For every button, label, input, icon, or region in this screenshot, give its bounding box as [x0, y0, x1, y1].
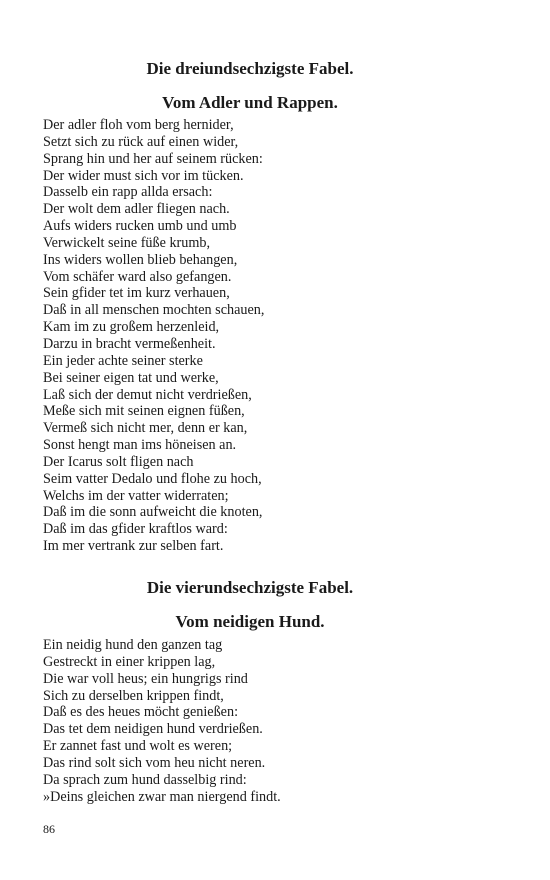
- verse-line: Er zannet fast und wolt es weren;: [43, 738, 233, 755]
- verse-line: Ein neidig hund den ganzen tag: [43, 637, 223, 653]
- verse-line: Der wolt dem adler fliegen nach.: [43, 201, 230, 218]
- verse-line: Setzt sich zu rück auf einen wider,: [43, 133, 239, 150]
- verse-line: »Deins gleichen zwar man niergend findt.: [43, 788, 281, 805]
- verse-line: Das tet dem neidigen hund verdrießen.: [43, 721, 263, 738]
- fable-verses: [43, 637, 281, 805]
- verse-line: Daß im das gfider kraftlos ward:: [43, 521, 228, 538]
- fable-subtitle: Vom Adler und Rappen.: [162, 93, 338, 112]
- verse-line: Da sprach zum hund dasselbig rind:: [43, 771, 247, 788]
- fable-title: Die vierundsechzigste Fabel.: [146, 578, 354, 597]
- verse-line: Ins widers wollen blieb behangen,: [43, 251, 238, 268]
- verse-line: Verwickelt seine füße krumb,: [43, 234, 211, 251]
- fable-title: Die dreiundsechzigste Fabel.: [146, 59, 354, 78]
- verse-line: Ein jeder achte seiner sterke: [43, 352, 203, 369]
- verse-line: Daß es des heues möcht genießen:: [43, 704, 239, 721]
- verse-line: Dasselb ein rapp allda ersach:: [43, 184, 213, 201]
- verse-line: Meße sich mit seinen eignen füßen,: [43, 403, 245, 420]
- verse-line: Darzu in bracht vermeßenheit.: [43, 335, 216, 352]
- verse-line: Im mer vertrank zur selben fart.: [43, 538, 224, 555]
- verse-line: Das rind solt sich vom heu nicht neren.: [43, 754, 266, 771]
- verse-line: Der Icarus solt fligen nach: [43, 453, 194, 470]
- verse-line: Laß sich der demut nicht verdrießen,: [43, 386, 252, 403]
- verse-line: Kam im zu großem herzenleid,: [43, 319, 220, 336]
- verse-line: Daß in all menschen mochten schauen,: [43, 302, 265, 319]
- verse-line: Gestreckt in einer krippen lag,: [43, 653, 216, 670]
- verse-line: Sonst hengt man ims höneisen an.: [43, 437, 237, 454]
- verse-line: Sprang hin und her auf seinem rücken:: [43, 150, 263, 167]
- verse-line: Der wider must sich vor im tücken.: [43, 167, 244, 184]
- page-number: 86: [43, 822, 55, 836]
- verse-line: Die war voll heus; ein hungrigs rind: [43, 670, 248, 687]
- verse-line: Sein gfider tet im kurz verhauen,: [43, 285, 230, 302]
- verse-line: Der adler floh vom berg hernider,: [43, 117, 234, 133]
- fable-subtitle: Vom neidigen Hund.: [175, 612, 325, 631]
- verse-line: Aufs widers rucken umb und umb: [43, 218, 237, 235]
- fable-verses: [43, 117, 264, 555]
- verse-line: Sich zu derselben krippen findt,: [43, 687, 224, 704]
- verse-line: Daß im die sonn aufweicht die knoten,: [43, 504, 263, 521]
- verse-line: Welchs im der vatter widerraten;: [43, 487, 229, 504]
- verse-line: Seim vatter Dedalo und flohe zu hoch,: [43, 470, 262, 487]
- verse-line: Vom schäfer ward also gefangen.: [43, 268, 232, 285]
- verse-line: Vermeß sich nicht mer, denn er kan,: [43, 420, 248, 437]
- verse-line: Bei seiner eigen tat und werke,: [43, 369, 219, 386]
